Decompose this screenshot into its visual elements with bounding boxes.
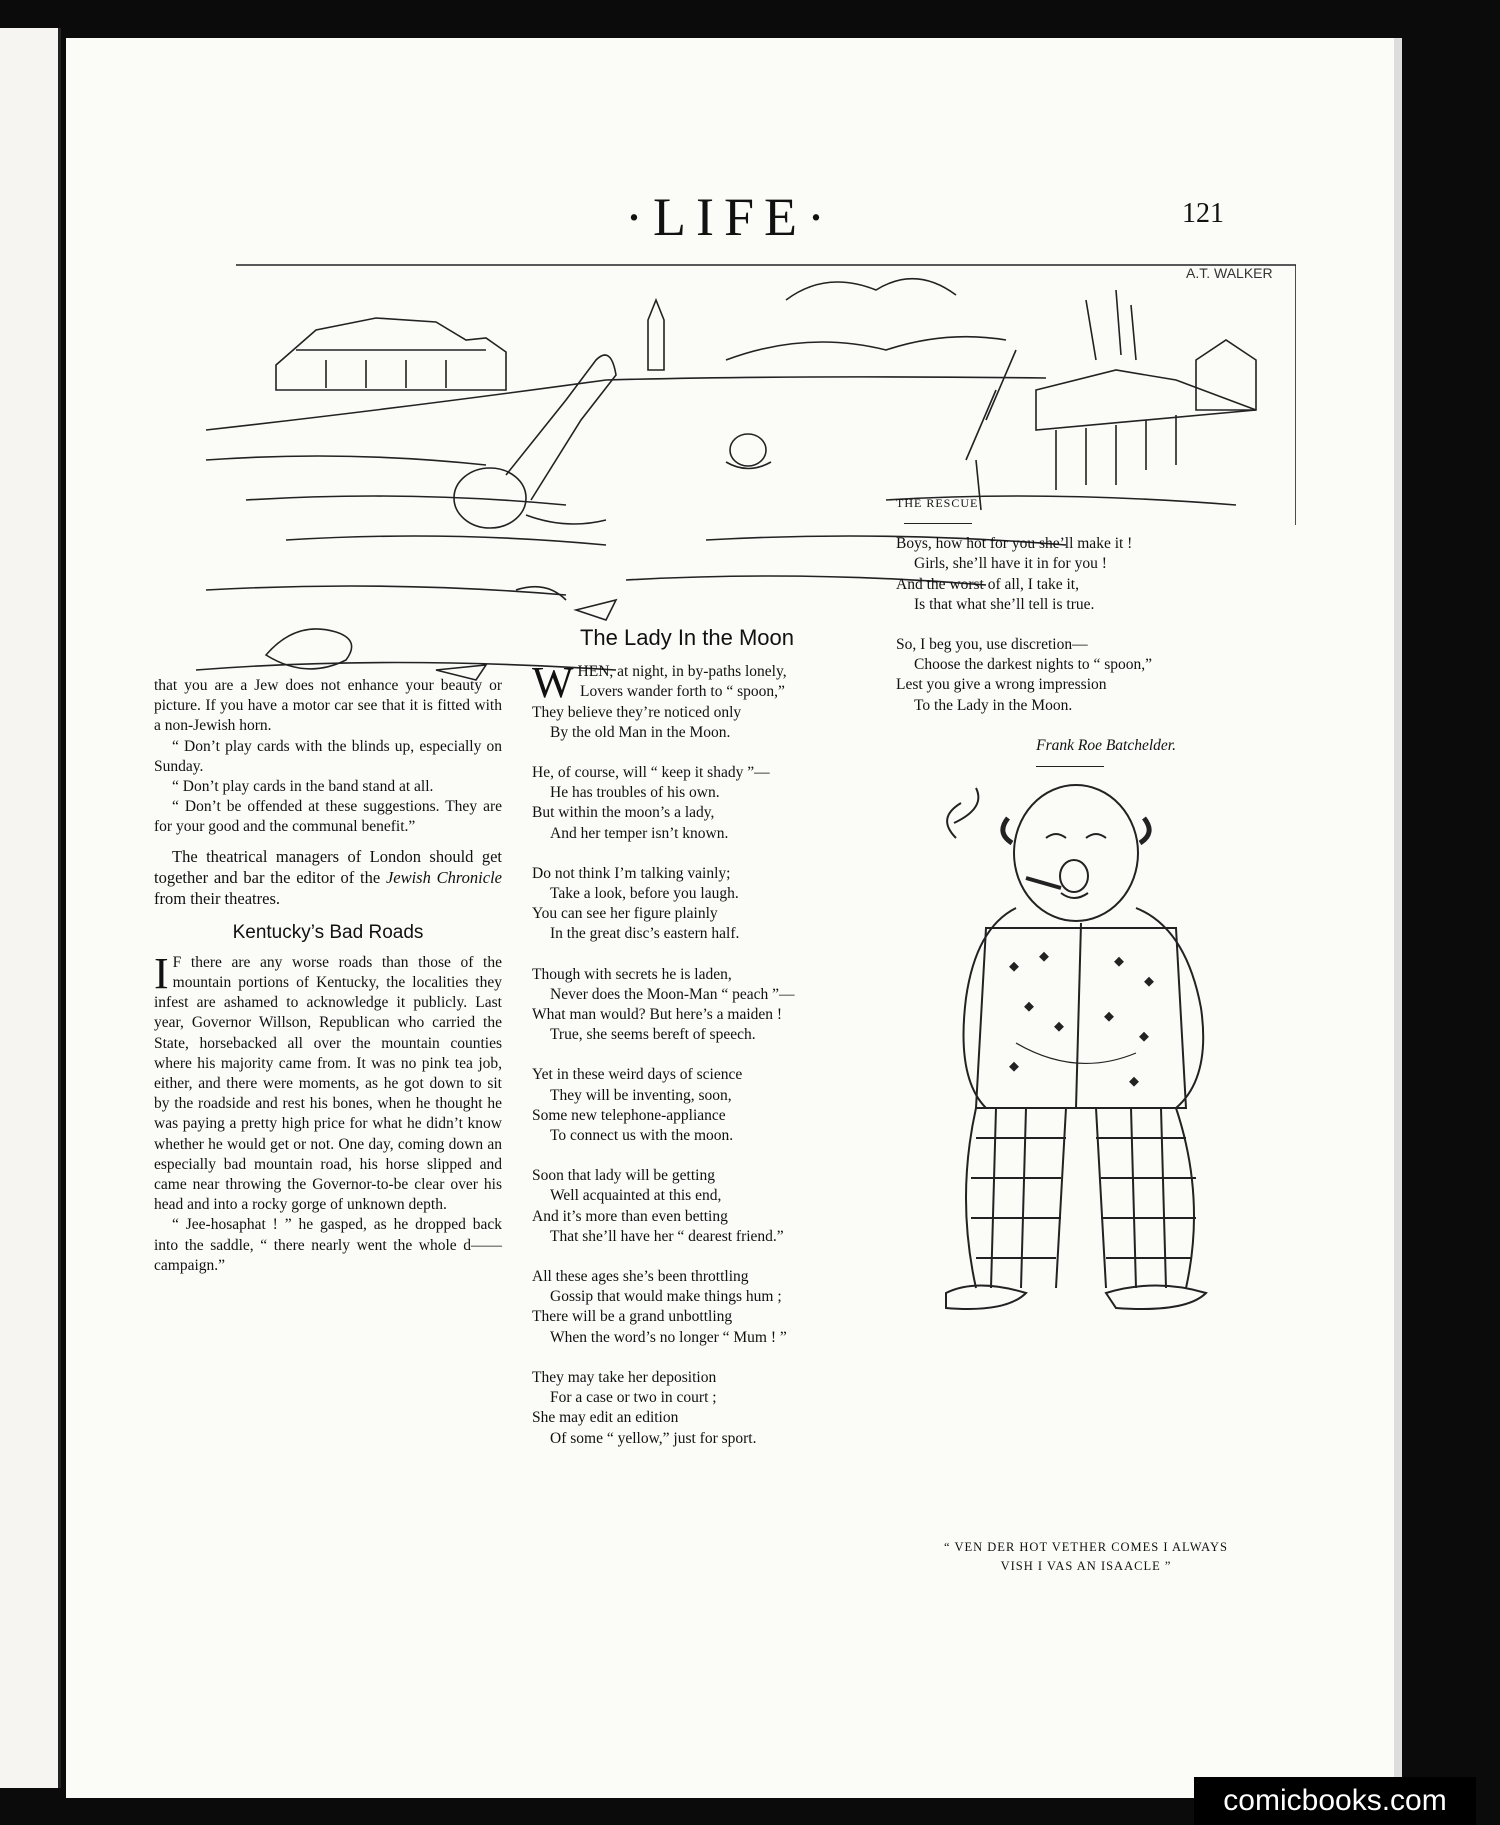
verse-line: But within the moon’s a lady,	[532, 804, 715, 822]
drop-cap: W	[532, 658, 574, 708]
verse-line: He has troubles of his own.	[550, 784, 720, 802]
poem-stanza	[896, 635, 1196, 716]
kentucky-paragraph	[154, 948, 502, 1216]
verse-line: When the word’s no longer “ Mum ! ”	[550, 1328, 787, 1346]
verse-line: Choose the darkest nights to “ spoon,”	[914, 656, 1153, 674]
verse-line: Boys, how hot for you she’ll make it !	[896, 535, 1133, 553]
left-paragraph: “ Don’t be offended at these suggestions. They are for your good and the communal benefit.”	[154, 798, 502, 836]
drop-cap: I	[154, 948, 169, 998]
verse-line: HEN, at night, in by-paths lonely,	[577, 663, 787, 681]
caption-line: “ VEN DER HOT VETHER COMES I ALWAYS	[944, 1540, 1228, 1554]
verse-line: Do not think I’m talking vainly;	[532, 864, 731, 882]
verse-line: Girls, she’ll have it in for you !	[914, 555, 1107, 573]
verse-line: There will be a grand unbottling	[532, 1308, 733, 1326]
verse-line: For a case or two in court ;	[550, 1389, 717, 1407]
poem-stanza	[896, 534, 1196, 615]
verse-line: What man would? But here’s a maiden !	[532, 1006, 783, 1024]
theatre-text: The theatrical managers of London should get together and bar the editor of the	[154, 846, 502, 887]
publication-title: Jewish Chronicle	[385, 867, 503, 887]
poem-stanza	[532, 1166, 842, 1247]
poem-column	[532, 625, 842, 1469]
divider	[904, 523, 972, 524]
verse-line: Lovers wander forth to “ spoon,”	[580, 683, 785, 701]
verse-line: He, of course, will “ keep it shady ”—	[532, 764, 770, 782]
verse-line: Never does the Moon-Man “ peach ”—	[550, 985, 795, 1003]
cartoon-caption	[876, 1538, 1296, 1576]
watermark: comicbooks.com	[1194, 1777, 1476, 1825]
verse-line: Take a look, before you laugh.	[550, 885, 739, 903]
poem-stanza	[532, 965, 842, 1046]
verse-line: Gossip that would make things hum ;	[550, 1288, 782, 1306]
divider	[1036, 766, 1104, 767]
verse-line: And it’s more than even betting	[532, 1207, 728, 1225]
poem-stanza	[532, 763, 842, 844]
verse-line: True, she seems bereft of speech.	[550, 1026, 756, 1044]
verse-line: Some new telephone-appliance	[532, 1106, 726, 1124]
theatre-text-end: from their theatres.	[154, 888, 280, 908]
verse-line: Well acquainted at this end,	[550, 1187, 722, 1205]
verse-line: By the old Man in the Moon.	[550, 723, 731, 741]
magazine-page	[66, 38, 1394, 1798]
verse-line: All these ages she’s been throttling	[532, 1268, 749, 1286]
verse-line: So, I beg you, use discretion—	[896, 636, 1088, 654]
verse-line: Of some “ yellow,” just for sport.	[550, 1429, 757, 1447]
verse-line: And the worst of all, I take it,	[896, 575, 1079, 593]
verse-line: They may take her deposition	[532, 1368, 717, 1386]
illustration-caption: THE RESCUE	[896, 496, 979, 510]
poem-stanza	[532, 1368, 842, 1449]
facing-page-edge	[0, 28, 61, 1788]
poem-continuation	[896, 534, 1196, 716]
poem-stanza	[532, 864, 842, 945]
verse-line: Yet in these weird days of science	[532, 1066, 743, 1084]
poem-stanzas	[532, 763, 842, 1449]
poem-stanza	[532, 1267, 842, 1348]
cartoon-man-illustration	[916, 778, 1246, 1318]
kentucky-quote: “ Jee-hosaphat ! ” he gasped, as he dropped back into the saddle, “ there nearly went the whole d—— campaign.”	[154, 1216, 502, 1274]
right-column	[896, 493, 1196, 777]
caption-line: VISH I VAS AN ISAACLE ”	[1000, 1559, 1172, 1573]
verse-line: Though with secrets he is laden,	[532, 965, 732, 983]
left-paragraph: “ Don’t play cards with the blinds up, especially on Sunday.	[154, 737, 502, 775]
verse-line: She may edit an edition	[532, 1409, 679, 1427]
verse-line: To connect us with the moon.	[550, 1127, 734, 1145]
verse-line: They believe they’re noticed only	[532, 703, 742, 721]
left-paragraph: “ Don’t play cards in the band stand at all.	[172, 778, 434, 796]
poem-stanza	[532, 1065, 842, 1146]
verse-line: They will be inventing, soon,	[550, 1086, 732, 1104]
verse-line: Is that what she’ll tell is true.	[914, 595, 1095, 613]
poem-author: Frank Roe Batchelder.	[1036, 736, 1176, 754]
kentucky-body: F there are any worse roads than those of the mountain portions of Kentucky, the localities they infest are ashamed to acknowledge it publicly. Last year, Governor Willson, Republican who carried the State, horsebacked all over the mountain counties where his majority came from. It was no pink tea job, either, and there were moments, as he got down to sit by the roadside and rest his bones, when he thought he was paying a pretty high price for what he didn’t know whether he would get or not. One day, coming down an especially bad mountain road, his horse slipped and came near throwing the Governor-to-be clear over his head and into a rocky gorge of unknown depth.	[154, 953, 502, 1214]
left-column	[154, 676, 502, 1276]
poem-stanza	[532, 658, 842, 743]
left-paragraph: that you are a Jew does not enhance your beauty or picture. If you have a motor car see that it is fitted with a non-Jewish horn.	[154, 677, 502, 735]
verse-line: To the Lady in the Moon.	[914, 696, 1073, 714]
artist-signature: A.T. WALKER	[1186, 265, 1273, 281]
verse-line: That she’ll have her “ dearest friend.”	[550, 1227, 784, 1245]
page-number: 121	[1182, 198, 1224, 229]
verse-line: In the great disc’s eastern half.	[550, 925, 740, 943]
verse-line: Soon that lady will be getting	[532, 1167, 715, 1185]
verse-line: And her temper isn’t known.	[550, 824, 729, 842]
masthead: ·LIFE·	[625, 187, 835, 247]
theatre-paragraph	[154, 846, 502, 909]
verse-line: Lest you give a wrong impression	[896, 676, 1107, 694]
poem-title: The Lady In the Moon	[579, 625, 795, 650]
kentucky-heading: Kentucky’s Bad Roads	[232, 921, 424, 943]
page-edge	[1394, 38, 1402, 1798]
verse-line: You can see her figure plainly	[532, 905, 718, 923]
